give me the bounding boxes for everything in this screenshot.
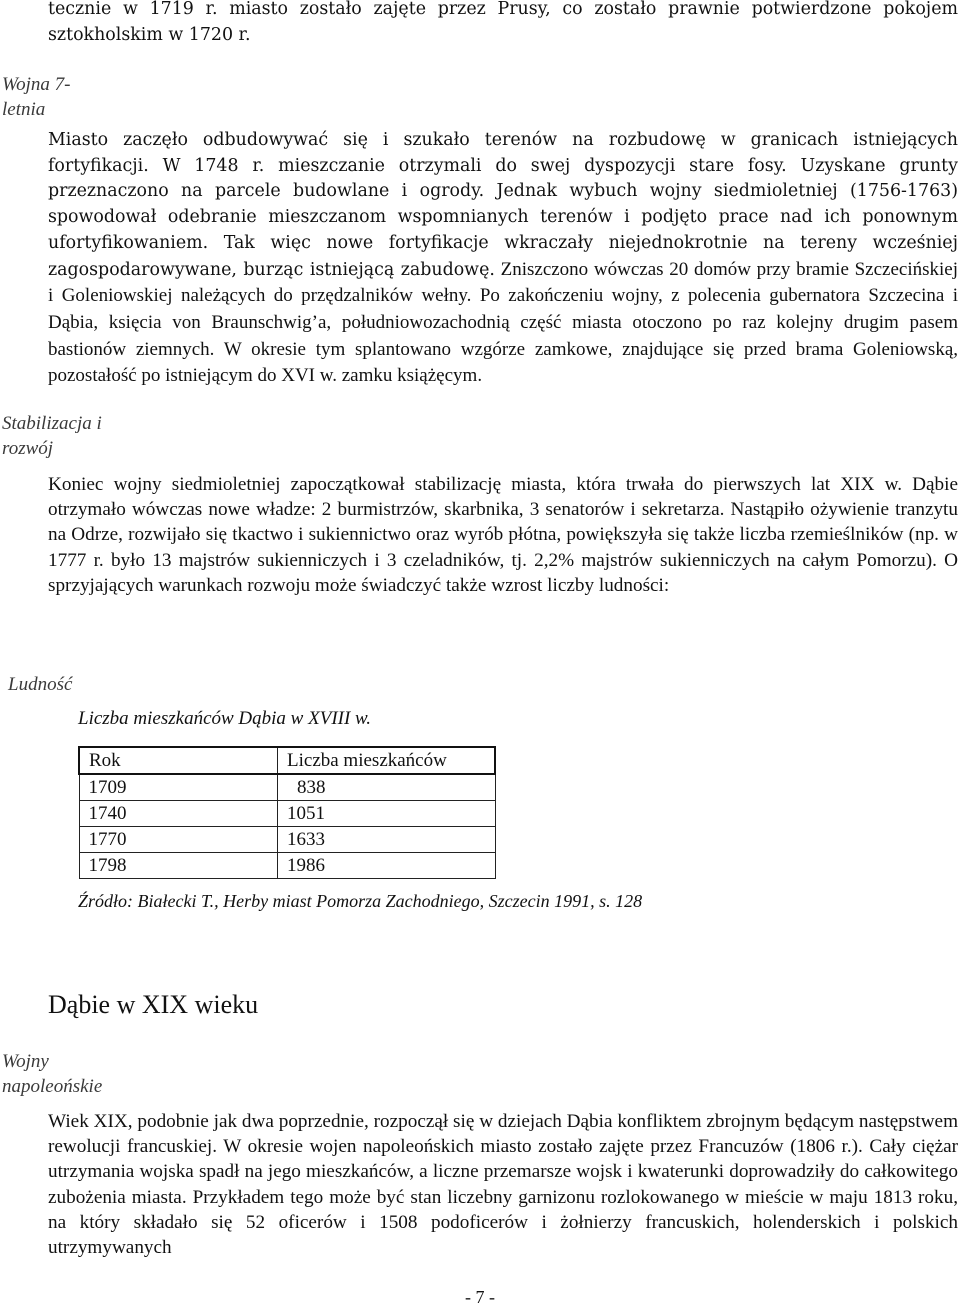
- paragraph-rebuilding-part1: Miasto zaczęło odbudowywać się i szukało terenów na rozbudowę w granicach istniejących fortyfikacji. W 1748 r. mieszczanie otrzymali do swej dyspozycji stare fosy.: [48, 130, 958, 176]
- table-header-year: Rok: [79, 747, 278, 774]
- margin-note-seven-years-war-text: Wojna 7-letnia: [2, 74, 71, 120]
- table-row: [79, 827, 495, 853]
- table-row: [79, 774, 495, 801]
- table-row: [79, 801, 495, 827]
- paragraph-rebuilding: [48, 128, 958, 390]
- intro-text: tecznie w 1719 r. miasto zostało zajęte przez Prusy, co zostało prawnie potwierdzone pokojem sztokholskim w 1720 r.: [48, 0, 958, 45]
- table-cell-population: 1633: [278, 827, 496, 853]
- paragraph-napoleonic: [48, 1109, 958, 1260]
- paragraph-napoleonic-text: Wiek XIX, podobnie jak dwa poprzednie, rozpoczął się w dziejach Dąbia konfliktem zbrojnym będącym następstwem rewolucji francuskiej. W okresie wojen napoleońskich miasto zostało zajęte przez Francuzów (1806 r.). Cały ciężar utrzymania wojska spadł na jego mieszkańców, a liczne przemarsze wojsk i kwaterunki doprowadziły do całkowitego zubożenia miasta. Przykładem tego może być stan liczebny garnizonu rozlokowanego w mieście w maju 1813 roku, na który składało się 52 oficerów i 1508 podoficerów i żołnierzy francuskich, holenderskich i polskich utrzymywanych: [48, 1111, 958, 1259]
- paragraph-stabilization-text: Koniec wojny siedmioletniej zapoczątkował stabilizację miasta, która trwała do pierwszych lat XIX w. Dąbie otrzymało wówczas nowe władze: 2 burmistrzów, skarbnika, 3 senatorów i sekretarza. Nastąpiło ożywienie tranzytu na Odrze, rozwijało się tkactwo i sukiennictwo oraz wyrób płótna, powiększyła się także liczba rzemieślników (np. w 1777 r. było 13 majstrów sukienniczych i 3 czeladników, tj. 2,2% majstrów sukienniczych na całym Pomorzu). O sprzyjających warunkach rozwoju może świadczyć także wzrost liczby ludności:: [48, 474, 958, 596]
- section-heading: Dąbie w XIX wieku: [48, 990, 259, 1019]
- page-number: - 7 -: [465, 1287, 495, 1307]
- paragraph-rebuilding-part4: Zniszczono wówczas 20 domów przy bramie Szczecińskiej i Goleniowskiej należących do przędzalników wełny. Po zakończeniu wojny, z polecenia gubernatora Szczecina i Dąbia, księcia von Braunschwig’a, południowozachodnią część miasta otoczono po raz kolejny drugim pasem bastionów ziemnych. W okresie tym splantowano wzgórze zamkowe, znajdujące się przed brama Goleniowską, pozostałość po istniejącym do XVI w. zamku książęcym.: [48, 258, 958, 387]
- table-cell-year: 1770: [79, 827, 278, 853]
- table-cell-population: 1051: [278, 801, 496, 827]
- margin-note-population-text: Ludność: [8, 674, 73, 695]
- table-cell-year: 1740: [79, 801, 278, 827]
- margin-note-napoleonic-wars: [2, 1049, 112, 1099]
- table-cell-year: 1798: [79, 853, 278, 879]
- margin-note-population: [8, 672, 72, 697]
- paragraph-rebuilding-part2: Uzyskane grunty przeznaczono na parcele budowlane i ogrody.: [48, 155, 958, 202]
- population-table: [78, 746, 496, 879]
- margin-note-stabilization: [2, 411, 102, 461]
- paragraph-stabilization: [48, 472, 958, 598]
- table-cell-population: 1986: [278, 853, 496, 879]
- table-caption: Liczba mieszkańców Dąbia w XVIII w.: [78, 708, 372, 729]
- margin-note-stabilization-text: Stabilizacja i rozwój: [2, 413, 102, 459]
- paragraph-rebuilding-part3: Jednak wybuch wojny siedmioletniej (1756-1763) spowodował odebranie mieszczanom wspomnianych terenów i podjęto prace nad ich ponownym ufortyfikowaniem. Tak więc nowe fortyfikacje wkraczały niejednokrotnie na tereny wcześniej zagospodarowywane, burząc istniejącą zabudowę.: [48, 181, 958, 280]
- table-cell-population: 838: [278, 774, 496, 801]
- table-cell-year: 1709: [79, 774, 278, 801]
- table-header-population: Liczba mieszkańców: [278, 747, 496, 774]
- intro-paragraph: [48, 0, 958, 48]
- margin-note-napoleonic-wars-text: Wojny napoleońskie: [2, 1051, 103, 1097]
- table-row: [79, 853, 495, 879]
- table-header-row: [79, 747, 495, 774]
- margin-note-seven-years-war: [2, 72, 72, 122]
- table-source: Źródło: Białecki T., Herby miast Pomorza Zachodniego, Szczecin 1991, s. 128: [78, 891, 643, 911]
